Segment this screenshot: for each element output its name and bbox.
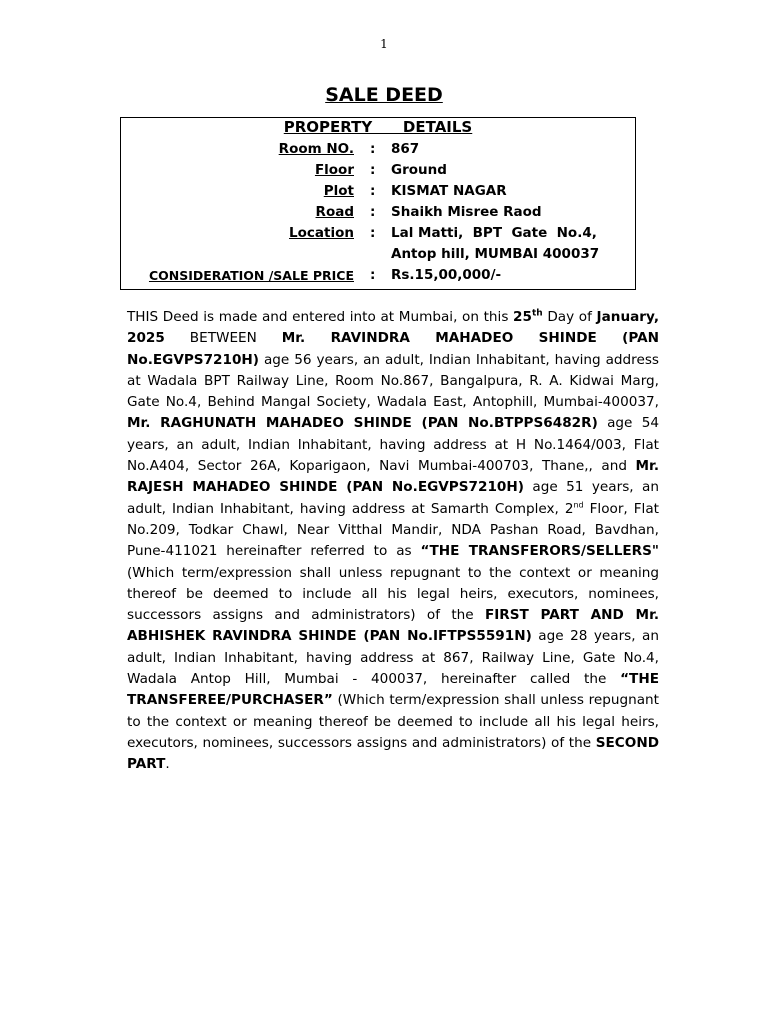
deed-text: Day of bbox=[542, 309, 597, 325]
page-number: 1 bbox=[380, 37, 388, 51]
detail-label: Room NO. bbox=[278, 141, 354, 157]
deed-text: Floor, Flat No.209, Todkar Chawl, Near Vitthal Mandir, NDA Pashan Road, Bavdhan, Pune-411021 hereinafter referred to as bbox=[127, 500, 659, 560]
deed-text: age 54 years, an adult, Indian Inhabitant, having address at H No.1464/003, Flat No.A404, Sector 26A, Koparigaon, Navi Mumbai-400703, Thane,, and bbox=[127, 415, 660, 475]
detail-colon: : bbox=[370, 141, 376, 157]
detail-row-floor bbox=[121, 160, 635, 181]
floor-suffix: nd bbox=[573, 500, 584, 510]
detail-label: Floor bbox=[314, 162, 354, 178]
first-part-purchaser: FIRST PART AND Mr. ABHISHEK RAVINDRA SHINDE (PAN No.IFTPS5591N) bbox=[127, 607, 660, 645]
second-part: SECOND PART bbox=[127, 734, 659, 773]
deed-text: THIS Deed is made and entered into at Mumbai, on this bbox=[127, 309, 514, 325]
deed-date: January, 2025 bbox=[127, 309, 659, 347]
deed-text: age 51 years, an adult, Indian Inhabitant, having address at Samarth Complex, 2 bbox=[127, 479, 659, 517]
deed-text: age 28 years, an adult, Indian Inhabitant, having address at 867, Railway Line, Gate No.4, Wadala Antop Hill, Mumbai - 400037, hereinafter called the bbox=[127, 628, 659, 688]
deed-text: age 56 years, an adult, Indian Inhabitant, having address at Wadala BPT Railway Line, Room No.867, Bangalpura, R. A. Kidwai Marg, Gate No.4, Behind Mangal Society, Wadala East, Antophill, Mumbai-400037, bbox=[127, 351, 659, 411]
detail-colon: : bbox=[370, 267, 376, 283]
detail-colon: : bbox=[370, 162, 376, 178]
detail-colon: : bbox=[370, 225, 376, 241]
detail-value: 867 bbox=[391, 141, 420, 157]
detail-row-location bbox=[121, 223, 635, 244]
purchaser-term: “THE TRANSFEREE/PURCHASER” bbox=[127, 671, 659, 709]
deed-paragraph bbox=[127, 307, 659, 776]
detail-value: Rs.15,00,000/- bbox=[391, 267, 502, 283]
detail-value: Ground bbox=[391, 162, 447, 178]
party-seller-2: Mr. RAGHUNATH MAHADEO SHINDE (PAN No.BTPPS6482R) bbox=[127, 415, 598, 432]
deed-day-suffix: th bbox=[531, 308, 543, 319]
detail-row-road bbox=[121, 202, 635, 223]
detail-row-price bbox=[121, 265, 635, 286]
deed-text: BETWEEN bbox=[164, 330, 282, 347]
party-seller-1: Mr. RAVINDRA MAHADEO SHINDE (PAN No.EGVPS7210H) bbox=[127, 330, 659, 368]
detail-label: Location bbox=[289, 225, 354, 241]
deed-day-number: 25 bbox=[513, 309, 532, 325]
property-details-box bbox=[120, 117, 636, 290]
document-title: SALE DEED bbox=[325, 84, 443, 106]
detail-label: CONSIDERATION /SALE PRICE bbox=[148, 268, 354, 283]
detail-value: Antop hill, MUMBAI 400037 bbox=[391, 246, 600, 262]
property-details-heading: PROPERTY DETAILS bbox=[283, 118, 473, 136]
detail-row-room bbox=[121, 139, 635, 160]
deed-text: (Which term/expression shall unless repugnant to the context or meaning thereof be deemed to include all his legal heirs, executors, nominees, successors assigns and administrators) of the bbox=[127, 564, 659, 624]
detail-value: Shaikh Misree Raod bbox=[391, 204, 542, 220]
party-seller-3: Mr. RAJESH MAHADEO SHINDE (PAN No.EGVPS7210H) bbox=[127, 458, 659, 496]
detail-row-location-cont bbox=[121, 244, 635, 265]
deed-text: . bbox=[165, 756, 170, 773]
deed-text: (Which term/expression shall unless repugnant to the context or meaning thereof be deemed to include all his legal heirs, executors, nominees, successors assigns and administrators) of the bbox=[127, 692, 659, 751]
detail-row-plot bbox=[121, 181, 635, 202]
detail-colon: : bbox=[370, 183, 376, 199]
detail-label: Road bbox=[315, 204, 354, 220]
detail-colon: : bbox=[370, 204, 376, 220]
detail-label: Plot bbox=[323, 183, 354, 199]
detail-value: KISMAT NAGAR bbox=[391, 183, 507, 199]
sellers-term: “THE TRANSFERORS/SELLERS" bbox=[420, 543, 660, 560]
detail-value: Lal Matti, BPT Gate No.4, bbox=[391, 225, 597, 241]
deed-day bbox=[513, 309, 543, 325]
